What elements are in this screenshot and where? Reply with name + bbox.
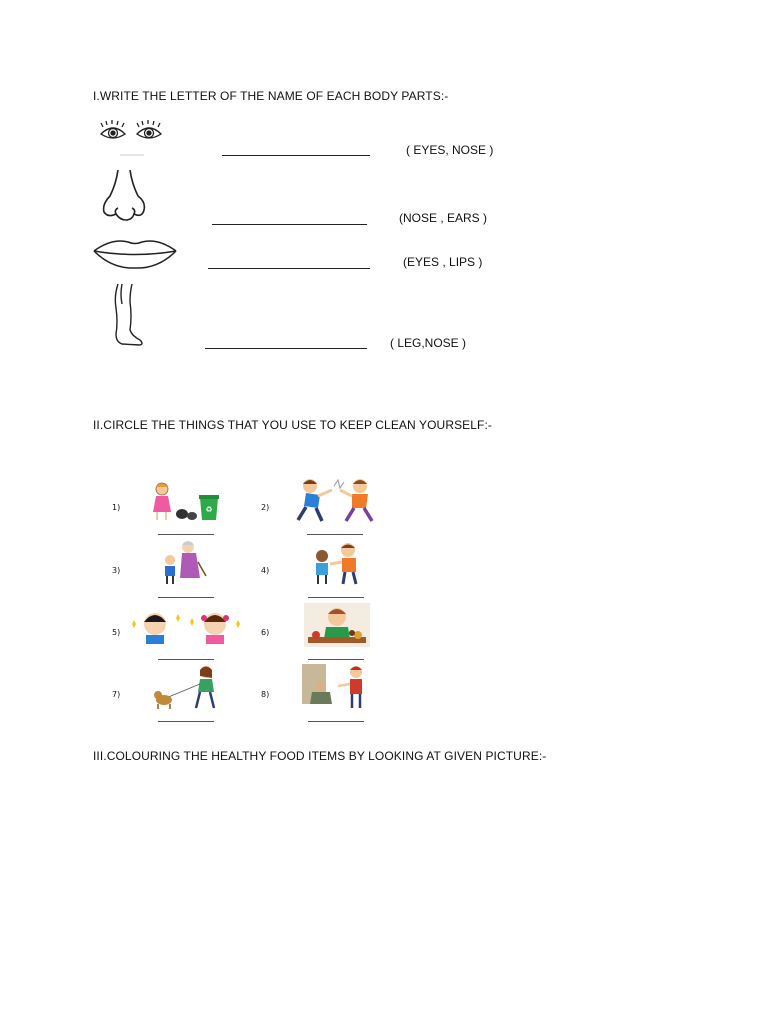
options-2: (NOSE , EARS ): [399, 211, 488, 225]
children-praying-icon[interactable]: [128, 610, 244, 644]
section-2-heading: II.CIRCLE THE THINGS THAT YOU USE TO KEEP CLEAN YOURSELF:-: [93, 418, 493, 432]
section-3-heading: III.COLOURING THE HEALTHY FOOD ITEMS BY LOOKING AT GIVEN PICTURE:-: [93, 749, 547, 763]
circle-line-2: [307, 534, 363, 535]
leg-icon: [108, 282, 152, 348]
circle-line-8: [308, 721, 364, 722]
girl-throwing-trash-icon[interactable]: [146, 480, 224, 522]
circle-line-3: [158, 597, 214, 598]
picture-number-2: 2): [261, 503, 270, 512]
picture-number-3: 3): [112, 566, 121, 575]
nose-icon: [96, 166, 150, 222]
boys-fighting-icon[interactable]: [294, 476, 380, 524]
boy-eating-messy-icon[interactable]: [304, 603, 370, 647]
section-1-heading: I.WRITE THE LETTER OF THE NAME OF EACH BODY PARTS:-: [93, 89, 449, 103]
answer-blank-4[interactable]: [205, 348, 367, 349]
picture-number-6: 6): [261, 628, 270, 637]
circle-line-5: [158, 659, 214, 660]
picture-number-5: 5): [112, 628, 121, 637]
options-1: ( EYES, NOSE ): [406, 143, 494, 157]
options-3: (EYES , LIPS ): [403, 255, 483, 269]
girl-walking-dog-icon[interactable]: [150, 664, 222, 710]
answer-blank-2[interactable]: [212, 224, 367, 225]
picture-number-7: 7): [112, 690, 121, 699]
circle-line-6: [308, 659, 364, 660]
picture-number-4: 4): [261, 566, 270, 575]
boy-helping-grandmother-icon[interactable]: [158, 540, 212, 586]
picture-number-8: 8): [261, 690, 270, 699]
svg-text:♻: ♻: [205, 505, 213, 514]
lips-icon: [92, 236, 178, 270]
answer-blank-3[interactable]: [208, 268, 370, 269]
circle-line-7: [158, 721, 214, 722]
circle-line-1: [158, 534, 214, 535]
eyes-icon: [96, 118, 170, 158]
boys-pushing-icon[interactable]: [308, 542, 366, 586]
boy-giving-to-beggar-icon[interactable]: [302, 664, 370, 710]
options-4: ( LEG,NOSE ): [390, 336, 467, 350]
picture-number-1: 1): [112, 503, 121, 512]
circle-line-4: [308, 597, 364, 598]
answer-blank-1[interactable]: [222, 155, 370, 156]
